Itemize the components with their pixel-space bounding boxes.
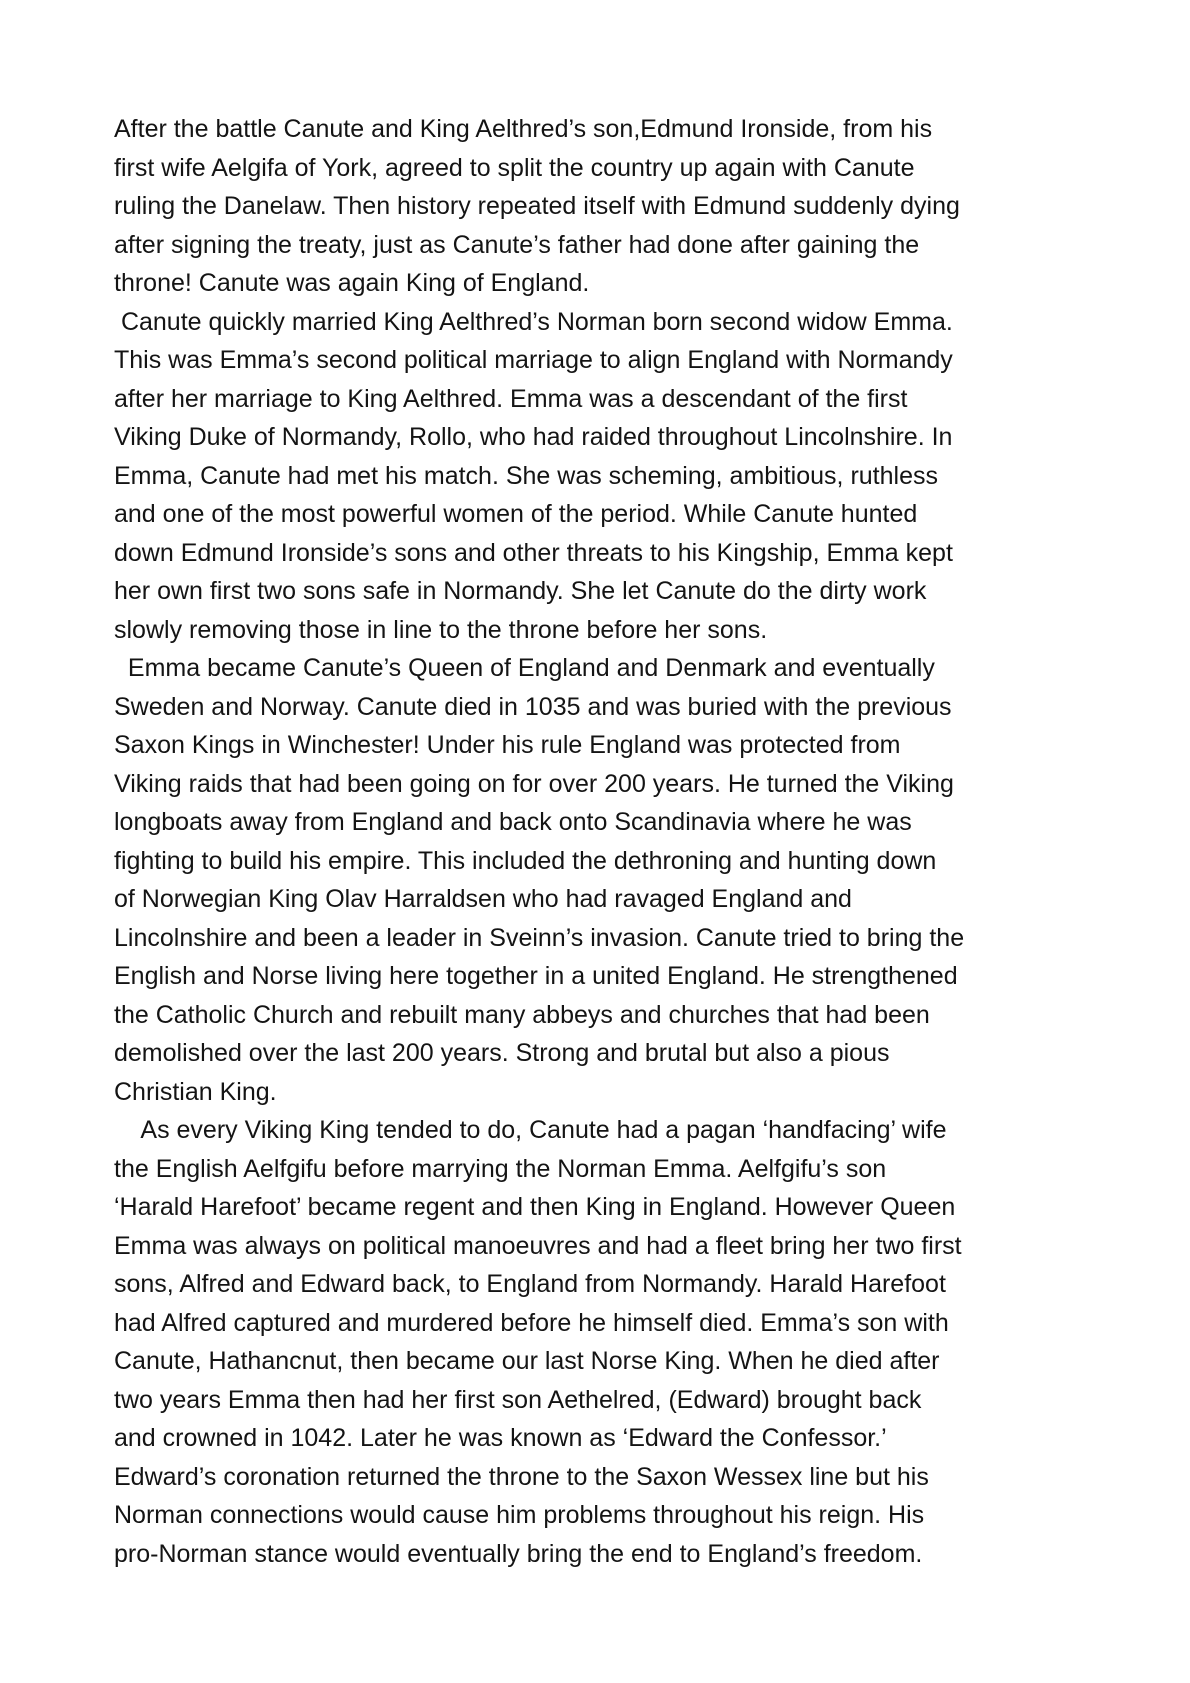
text-line: after signing the treaty, just as Canute’s father had done after gaining the: [114, 230, 920, 259]
text-line: Lincolnshire and been a leader in Sveinn’s invasion. Canute tried to bring the: [114, 923, 965, 952]
text-line: and crowned in 1042. Later he was known as ‘Edward the Confessor.’: [114, 1424, 887, 1452]
text-line: down Edmund Ironside’s sons and other threats to his Kingship, Emma kept: [114, 538, 953, 567]
text-line: longboats away from England and back onto Scandinavia where he was: [114, 808, 912, 836]
text-line: the Catholic Church and rebuilt many abbeys and churches that had been: [114, 1000, 930, 1029]
text-line: slowly removing those in line to the throne before her sons.: [114, 615, 768, 644]
text-line: after her marriage to King Aelthred. Emma was a descendant of the first: [114, 384, 908, 413]
text-line: After the battle Canute and King Aelthred’s son,Edmund Ironside, from his: [114, 115, 933, 143]
text-line: As every Viking King tended to do, Canute had a pagan ‘handfacing’ wife: [114, 1116, 947, 1144]
text-line: Norman connections would cause him problems throughout his reign. His: [114, 1501, 925, 1529]
text-line: throne! Canute was again King of England.: [114, 269, 590, 297]
text-line: Edward’s coronation returned the throne to the Saxon Wessex line but his: [114, 1462, 929, 1491]
text-line: Canute, Hathancnut, then became our last Norse King. When he died after: [114, 1347, 940, 1375]
text-line: English and Norse living here together in a united England. He strengthened: [114, 962, 958, 990]
text-line: Saxon Kings in Winchester! Under his rule England was protected from: [114, 731, 901, 759]
text-line: her own first two sons safe in Normandy. She let Canute do the dirty work: [114, 577, 927, 605]
text-line: Emma became Canute’s Queen of England and Denmark and eventually: [114, 654, 935, 682]
text-line: of Norwegian King Olav Harraldsen who had ravaged England and: [114, 885, 852, 913]
text-line: demolished over the last 200 years. Strong and brutal but also a pious: [114, 1039, 890, 1067]
text-line: Viking Duke of Normandy, Rollo, who had raided throughout Lincolnshire. In: [114, 423, 953, 451]
text-line: and one of the most powerful women of the period. While Canute hunted: [114, 500, 918, 528]
text-line: Christian King.: [114, 1077, 277, 1106]
text-line: ruling the Danelaw. Then history repeated itself with Edmund suddenly dying: [114, 192, 960, 220]
text-line: Viking raids that had been going on for over 200 years. He turned the Viking: [114, 769, 954, 798]
body-text: [114, 110, 1114, 1573]
text-line: ‘Harald Harefoot’ became regent and then King in England. However Queen: [114, 1193, 956, 1221]
text-line: Emma, Canute had met his match. She was scheming, ambitious, ruthless: [114, 461, 938, 490]
text-line: had Alfred captured and murdered before he himself died. Emma’s son with: [114, 1308, 949, 1337]
text-line: This was Emma’s second political marriage to align England with Normandy: [114, 346, 953, 374]
text-line: Canute quickly married King Aelthred’s Norman born second widow Emma.: [114, 307, 953, 336]
text-line: fighting to build his empire. This included the dethroning and hunting down: [114, 846, 937, 875]
text-line: Sweden and Norway. Canute died in 1035 and was buried with the previous: [114, 692, 952, 721]
text-line: two years Emma then had her first son Aethelred, (Edward) brought back: [114, 1385, 922, 1414]
text-line: the English Aelfgifu before marrying the Norman Emma. Aelfgifu’s son: [114, 1154, 887, 1183]
text-line: sons, Alfred and Edward back, to England from Normandy. Harald Harefoot: [114, 1270, 946, 1298]
text-line: Emma was always on political manoeuvres and had a fleet bring her two first: [114, 1231, 962, 1260]
text-line: pro-Norman stance would eventually bring the end to England’s freedom.: [114, 1539, 923, 1568]
text-line: first wife Aelgifa of York, agreed to split the country up again with Canute: [114, 153, 915, 182]
